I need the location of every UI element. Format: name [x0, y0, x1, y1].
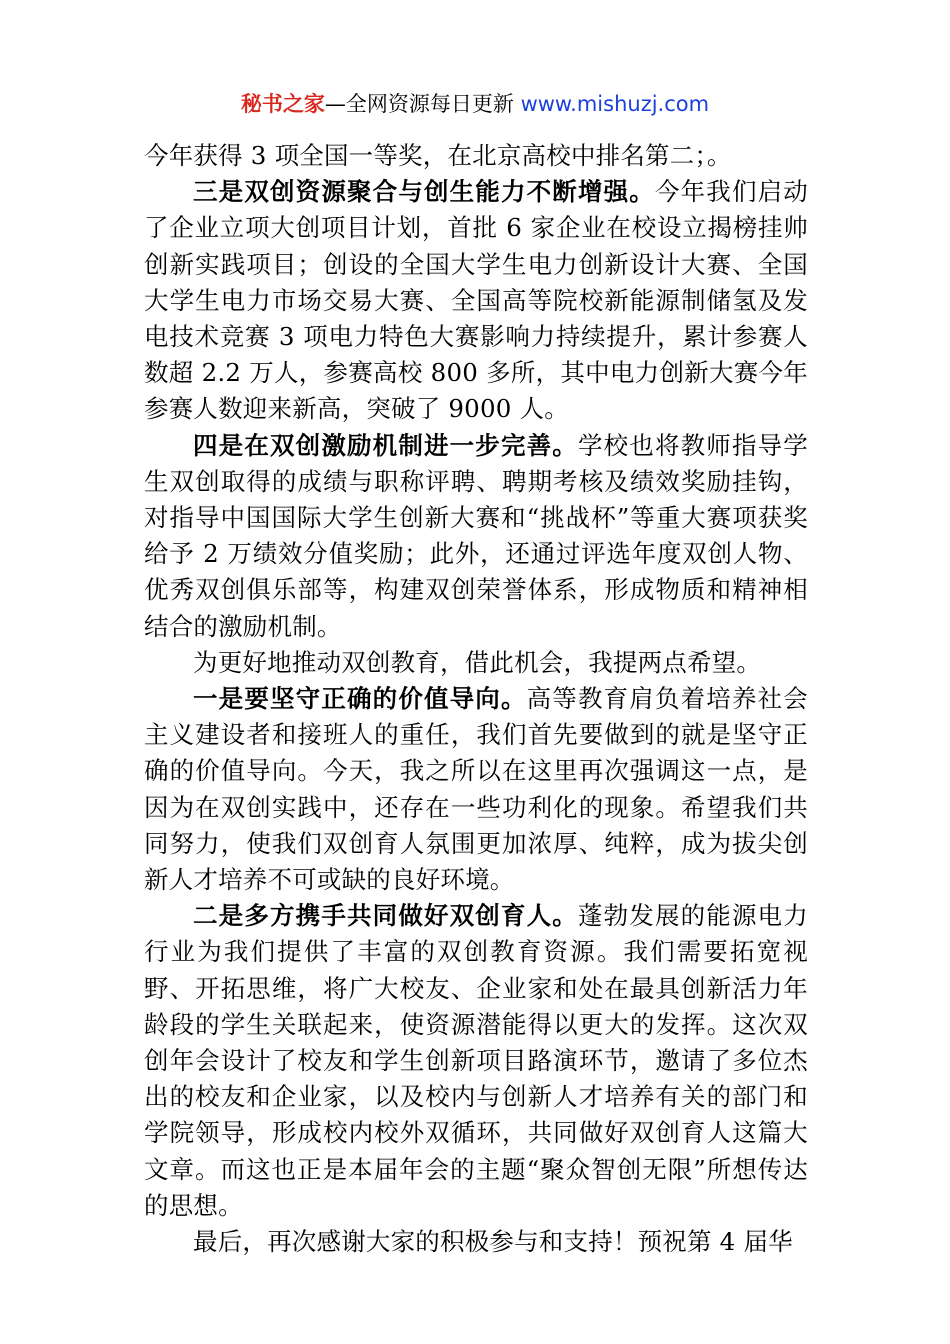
paragraph-3	[144, 428, 808, 645]
paragraph-5	[144, 681, 808, 898]
paragraph-7	[144, 1224, 808, 1260]
site-brand: 秘书之家	[240, 92, 325, 116]
paragraph-1	[144, 138, 808, 174]
paragraph-2	[144, 174, 808, 427]
paragraph-text: 蓬勃发展的能源电力行业为我们提供了丰富的双创教育资源。我们需要拓宽视野、开拓思维，将广大校友、企业家和处在最具创新活力年龄段的学生关联起来，使资源潜能得以更大的发挥。这次双创年会设计了校友和学生创新项目路演环节，邀请了多位杰出的校友和企业家，以及校内与创新人才培养有关的部门和学院领导，形成校内校外双循环，共同做好双创育人这篇大文章。而这也正是本届年会的主题“聚众智创无限”所想传达的思想。	[144, 901, 808, 1220]
paragraph-text: 今年我们启动了企业立项大创项目计划，首批 6 家企业在校设立揭榜挂帅创新实践项目；创设的全国大学生电力创新设计大赛、全国大学生电力市场交易大赛、全国高等院校新能源制储氢及发电技术竞赛 3 项电力特色大赛影响力持续提升，累计参赛人数超 2.2 万人，参赛高校 800 多所，其中电力创新大赛今年参赛人数迎来新高，突破了 9000 人。	[144, 177, 808, 424]
paragraph-4	[144, 645, 808, 681]
paragraph-text: 最后，再次感谢大家的积极参与和支持！预祝第 4 届华	[193, 1227, 793, 1257]
paragraph-text: 高等教育肩负着培养社会主义建设者和接班人的重任，我们首先要做到的就是坚守正确的价值导向。今天，我之所以在这里再次强调这一点，是因为在双创实践中，还存在一些功利化的现象。希望我们共同努力，使我们双创育人氛围更加浓厚、纯粹，成为拔尖创新人才培养不可或缺的良好环境。	[144, 684, 808, 895]
paragraph-lead: 一是要坚守正确的价值导向。	[193, 684, 527, 714]
paragraph-lead: 三是双创资源聚合与创生能力不断增强。	[193, 177, 655, 207]
paragraph-text: 学校也将教师指导学生双创取得的成绩与职称评聘、聘期考核及绩效奖励挂钩，对指导中国国际大学生创新大赛和“挑战杯”等重大赛项获奖给予 2 万绩效分值奖励；此外，还通过评选年度双创人物、优秀双创俱乐部等，构建双创荣誉体系，形成物质和精神相结合的激励机制。	[144, 430, 808, 641]
paragraph-text: 今年获得 3 项全国一等奖，在北京高校中排名第二；。	[144, 141, 732, 170]
paragraph-lead: 二是多方携手共同做好双创育人。	[193, 901, 578, 931]
site-tagline: —全网资源每日更新	[324, 92, 521, 116]
site-url-link[interactable]: www.mishuzj.com	[520, 92, 710, 116]
paragraph-lead: 四是在双创激励机制进一步完善。	[193, 430, 578, 460]
paragraph-6	[144, 898, 808, 1224]
paragraph-text: 为更好地推动双创教育，借此机会，我提两点希望。	[193, 647, 762, 677]
document-body	[144, 138, 808, 1260]
page-header	[0, 88, 950, 120]
